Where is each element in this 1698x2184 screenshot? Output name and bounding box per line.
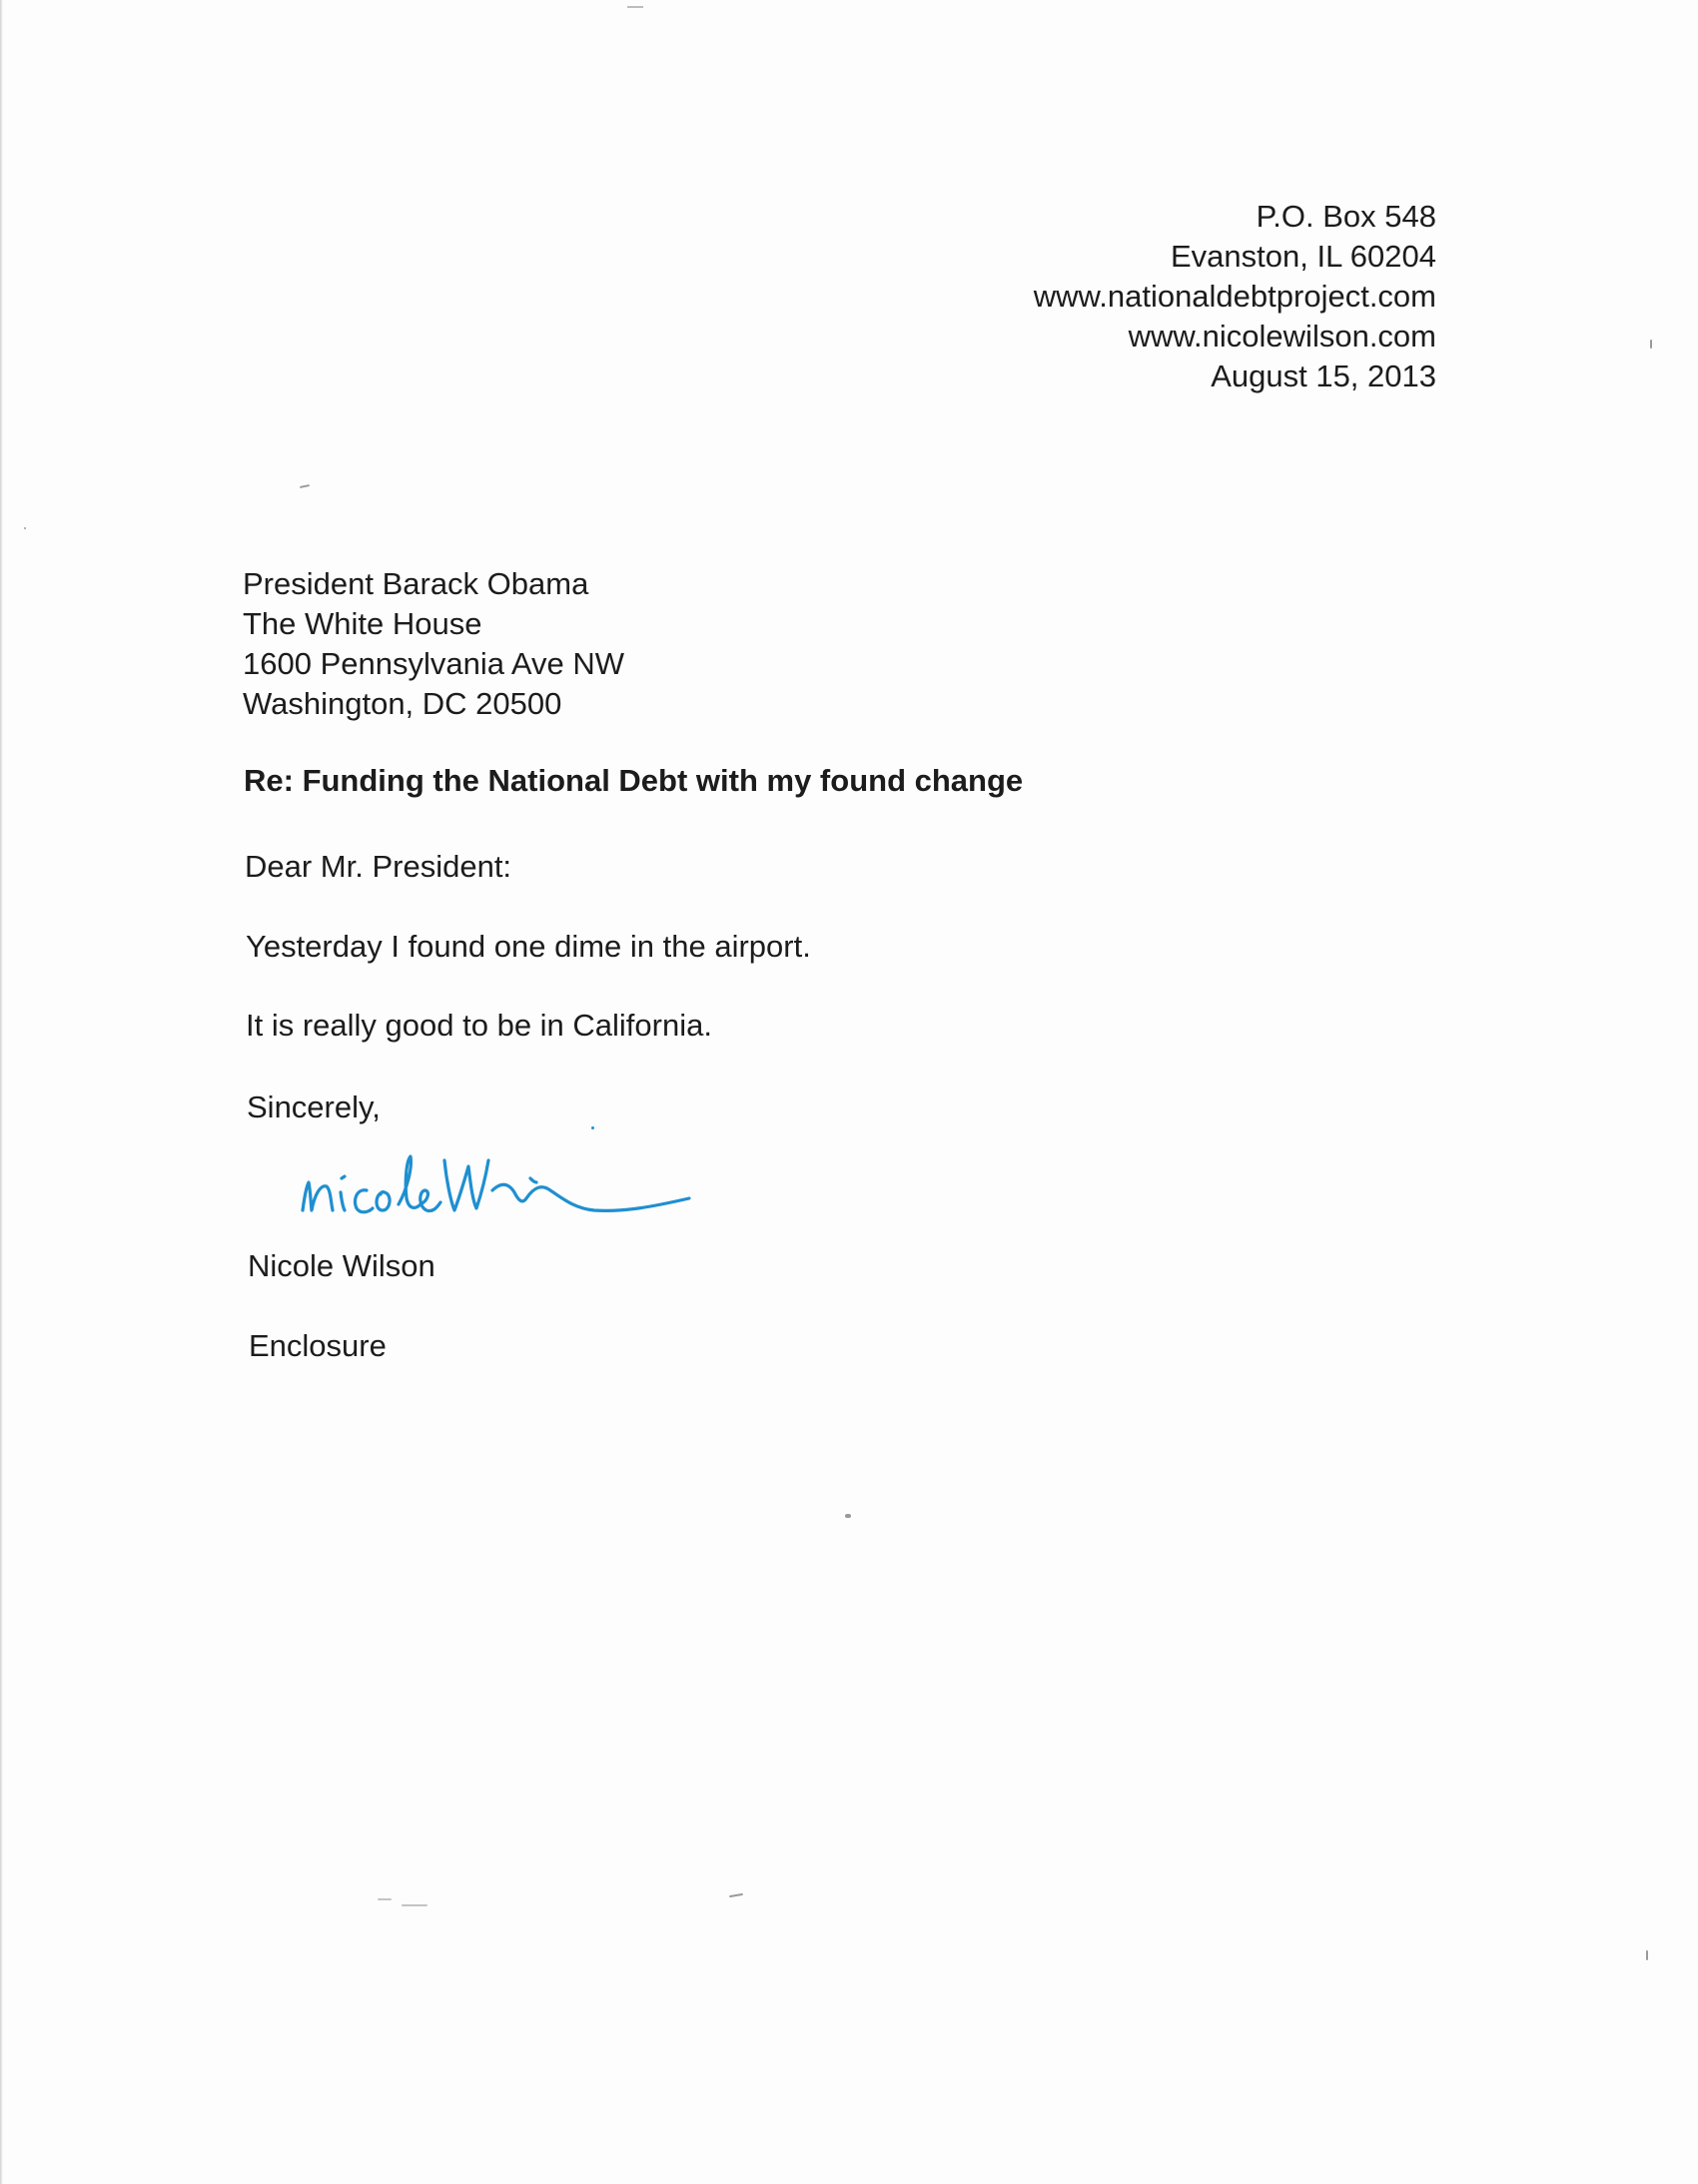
scan-edge-shadow — [0, 0, 3, 2184]
scan-speck — [300, 484, 310, 488]
return-address-city: Evanston, IL 60204 — [1171, 239, 1436, 274]
recipient-street: 1600 Pennsylvania Ave NW — [243, 646, 624, 681]
scan-speck — [1650, 340, 1652, 349]
recipient-city: Washington, DC 20500 — [243, 686, 562, 721]
scan-speck — [24, 527, 26, 529]
return-address-po-box: P.O. Box 548 — [1256, 199, 1436, 234]
body-paragraph: It is really good to be in California. — [246, 1008, 712, 1043]
scan-speck — [402, 1904, 427, 1906]
signer-name: Nicole Wilson — [248, 1248, 435, 1283]
letter-date: August 15, 2013 — [1211, 359, 1436, 393]
closing: Sincerely, — [247, 1090, 381, 1124]
scan-mark — [627, 6, 643, 8]
recipient-address — [243, 564, 624, 724]
handwritten-signature — [295, 1120, 704, 1230]
scan-speck — [1646, 1950, 1648, 1960]
scan-speck — [845, 1514, 851, 1518]
return-address-website-1: www.nationaldebtproject.com — [1033, 279, 1436, 314]
return-address-website-2: www.nicolewilson.com — [1128, 319, 1436, 354]
return-address — [1034, 197, 1436, 396]
scan-speck — [378, 1898, 392, 1900]
body-paragraph: Yesterday I found one dime in the airport. — [246, 929, 811, 964]
enclosure-note: Enclosure — [249, 1328, 387, 1363]
scan-speck — [729, 1893, 743, 1897]
salutation: Dear Mr. President: — [245, 849, 512, 884]
recipient-organization: The White House — [243, 606, 482, 641]
subject-line: Re: Funding the National Debt with my found change — [244, 763, 1024, 798]
recipient-name: President Barack Obama — [243, 566, 589, 601]
